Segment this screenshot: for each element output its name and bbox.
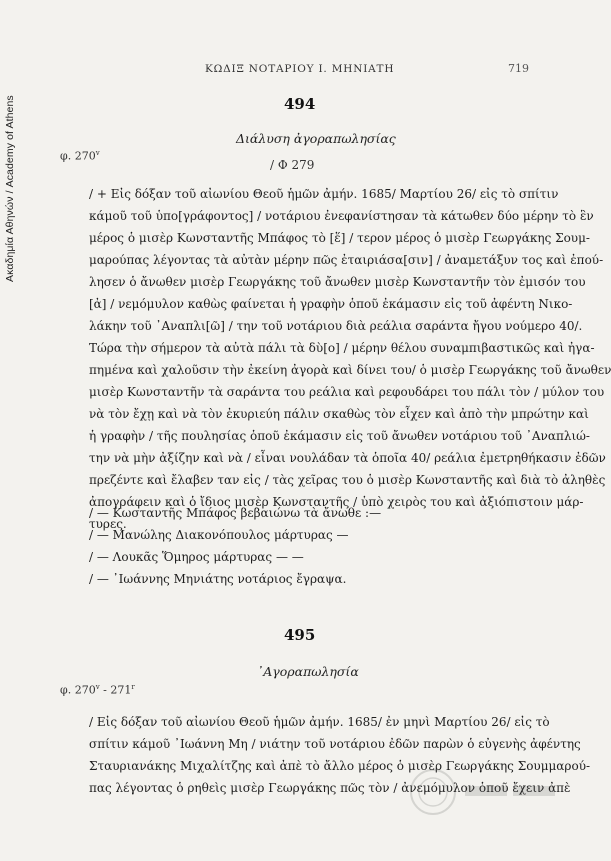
text-line: την νὰ μὴν ἀξίζην καὶ νὰ / εἶναι νουλάδαν τὰ ὁποῖα 40/ ρεάλια ἐμετρηθήκασιν ἐδῶν xyxy=(89,451,606,465)
text-line: μέρος ὁ μισὲρ Κωνσταντῆς Μπάφος τὸ [ἕ] / τερον μέρος ὁ μισὲρ Γεωργάκης Σουμ- xyxy=(89,231,590,245)
text-line: μισὲρ Κωνσταντῆν τὰ σαράντα του ρεάλια καὶ ρεφουδάρει του πάλι τὸν / μύλον του xyxy=(89,385,605,399)
signature-line: / — Μανώλης Διακονόπουλος μάρτυρας — xyxy=(89,528,349,542)
text-line: πας λέγοντας ὁ ρηθεὶς μισὲρ Γεωργάκης πῶς τὸν / ἀνεμόμυλον ὁποῦ ἔχειν ἀπὲ xyxy=(89,781,571,795)
running-title: ΚΩΔΙΞ ΝΟΤΑΡΙΟΥ Ι. ΜΗΝΙΑΤΗ xyxy=(205,63,395,75)
text-line: λησεν ὁ ἄνωθεν μισὲρ Γεωργάκης τοῦ ἄνωθεν μισὲρ Κωνσταντῆν τὸν ἐμισόν του xyxy=(89,275,586,289)
text-line: Τώρα τὴν σήμερον τὰ αὐτὰ πάλι τὰ δὺ[ο] / μέρην θέλου συναμπιβαστικῶς καὶ ἠγα- xyxy=(89,341,595,355)
text-line: [ἀ] / νεμόμυλον καθὼς φαίνεται ἡ γραφὴν ὁποῦ ἐκάμασιν εἰς τοῦ ἀφέντη Νικο- xyxy=(89,297,573,311)
text-line: νὰ τὸν ἔχῃ καὶ νὰ τὸν ἐκυριεύη πάλιν σκαθὼς τὸν εἶχεν καὶ ἀπὸ τὴν μπρώτην καὶ xyxy=(89,407,589,421)
text-line: μαρούπας λέγοντας τὰ αὐτὰν μέρην πῶς ἐταιριάσα[σιν] / ἀναμετάξυν τος καὶ ἐπού- xyxy=(89,253,604,267)
archive-stamp: Ακαδημία Αθηνών / Academy of Athens xyxy=(4,95,16,282)
document-title-495: ᾿Αγοραπωλησία xyxy=(257,664,359,679)
text-line: πημένα καὶ χαλοῦσιν τὴν ἐκείνη ἀγορὰ καὶ δίνει του/ ὁ μισὲρ Γεωργάκης τοῦ ἄνωθεν xyxy=(89,363,611,377)
text-line: πρεζέντε καὶ ἔλαβεν ταν εἰς / τὰς χεῖρας του ὁ μισὲρ Κωνσταντῆς καὶ διὰ τὸ ἀληθὲς xyxy=(89,473,606,487)
text-line: ἀπογράφειν καὶ ὁ ἴδιος μισὲρ Κωνσταντῆς / ὑπὸ χειρὸς του καὶ ἀξιόπιστοιν μάρ- xyxy=(89,495,584,509)
text-line: λάκην τοῦ ᾿Αναπλι[ῶ] / την τοῦ νοτάριου διὰ ρεάλια σαράντα ἤγου νούμερο 40/. xyxy=(89,319,583,333)
signature-line: / — ᾿Ιωάννης Μηνιάτης νοτάριος ἔγραψα. xyxy=(89,572,347,586)
signature-line: / — Λουκᾶς Ὅμηρος μάρτυρας — — xyxy=(89,550,304,564)
page-number: 719 xyxy=(508,62,529,75)
text-line: / + Εἰς δόξαν τοῦ αἰωνίου Θεοῦ ἡμῶν ἀμήν. 1685/ Μαρτίου 26/ εἰς τὸ σπίτιν xyxy=(89,187,559,201)
document-number-495: 495 xyxy=(284,626,316,644)
text-line: Σταυριανάκης Μιχαλίτζης καὶ ἀπὲ τὸ ἄλλο μέρος ὁ μισὲρ Γεωργάκης Σουμμαρού- xyxy=(89,759,591,773)
text-line: κάμοῦ τοῦ ὑπο[γράφοντος] / νοτάριου ἐνεφανίστησαν τὰ κάτωθεν δύο μέρην τὸ ἓν xyxy=(89,209,594,223)
document-body-494 xyxy=(89,183,611,535)
document-number-494: 494 xyxy=(284,95,316,113)
folio-reference-494: φ. 270$^v$ xyxy=(60,149,100,163)
text-line: ἡ γραφὴν / τῆς πουλησίας ὁποῦ ἐκάμασιν εἰς τοῦ ἄνωθεν νοτάριου τοῦ ᾿Αναπλιώ- xyxy=(89,429,590,443)
signature-line: / — Κωσταντῆς Μπάφος βεβαιώνω τὰ ἄνωθε :— xyxy=(89,506,382,520)
text-line: τυρες. xyxy=(89,517,127,531)
folio-reference-495: φ. 270$^v$ - 271$^r$ xyxy=(60,683,135,697)
original-reference: / Φ 279 xyxy=(270,158,315,172)
academy-watermark xyxy=(405,762,565,822)
document-title-494: Διάλυση ἀγοραπωλησίας xyxy=(236,131,396,146)
text-line: σπίτιν κάμοῦ ᾿Ιωάννη Μη / νιάτην τοῦ νοτάριου ἐδῶν παρὼν ὁ εὐγενὴς ἀφέντης xyxy=(89,737,581,751)
text-line: / Εἰς δόξαν τοῦ αἰωνίου Θεοῦ ἡμῶν ἀμήν. 1685/ ἐν μηνὶ Μαρτίου 26/ εἰς τὸ xyxy=(89,715,550,729)
